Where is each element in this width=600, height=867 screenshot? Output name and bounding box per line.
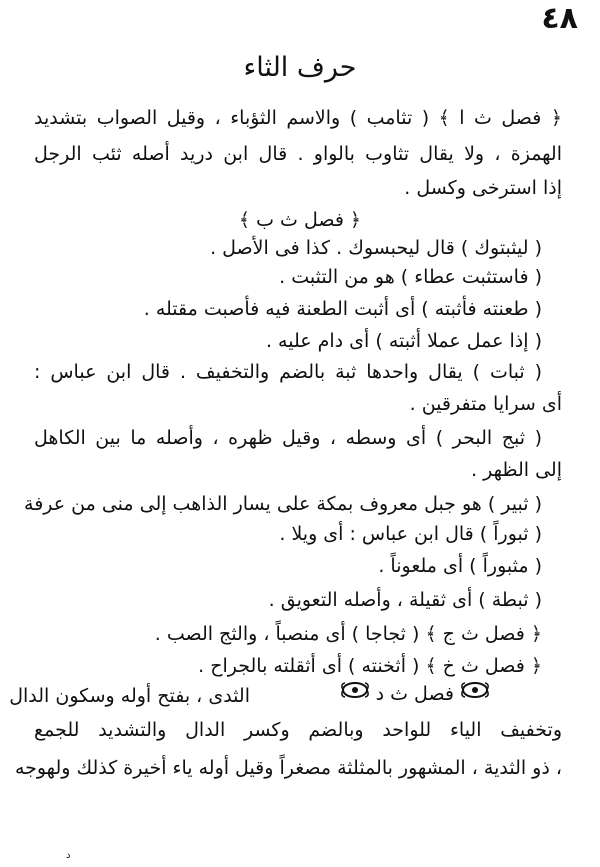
chapter-title: حرف الثاء <box>243 52 357 83</box>
section-heading: ﴿ فصل ث خ ﴾ ( أثخنته ) أى أثقلته بالجراح . <box>198 655 542 677</box>
paragraph-line: ﴿ فصل ث ا ﴾ ( تثامب ) والاسم الثؤباء ، وقيل الصواب بتشديد <box>34 107 562 129</box>
section-heading-ornamented <box>340 680 490 708</box>
paragraph-line: وتخفيف الياء للواحد وبالضم وكسر الدال والتشديد للجمع <box>34 719 562 741</box>
paragraph-line: إذا استرخى وكسل . <box>404 177 562 199</box>
footer-mark: د <box>66 850 71 861</box>
ornament-icon <box>460 680 490 708</box>
entry-line: ( إذا عمل عملا أثبته ) أى دام عليه . <box>265 330 542 352</box>
entry-line: ( طعنته فأثبته ) أى أثبت الطعنة فيه فأصبت مقتله . <box>143 298 542 320</box>
entry-line: ( ثبج البحر ) أى وسطه ، وقيل ظهره ، وأصله ما بين الكاهل <box>34 427 542 449</box>
entry-line: إلى الظهر . <box>471 459 562 481</box>
section-label: فصل ث د <box>375 683 454 705</box>
entry-line: ( مثبوراً ) أى ملعوناً . <box>378 555 542 577</box>
entry-line: ( فاستثبت عطاء ) هو من التثبت . <box>279 266 542 288</box>
paragraph-line: ، ذو الثدية ، المشهور بالمثلثة مصغراً وقيل أوله ياء أخيرة كذلك ولهوجه <box>14 757 562 779</box>
page-number: ٤٨ <box>541 1 578 36</box>
ornament-icon <box>340 680 370 708</box>
paragraph-line: الهمزة ، ولا يقال تثاوب بالواو . قال ابن دريد أصله ثئب الرجل <box>34 143 562 165</box>
section-heading: ﴿ فصل ث ب ﴾ <box>238 209 362 231</box>
entry-line: ( ثبوراً ) قال ابن عباس : أى ويلا . <box>279 523 542 545</box>
entry-line: ( ليثبتوك ) قال ليحبسوك . كذا فى الأصل . <box>210 237 542 259</box>
section-heading: ﴿ فصل ث ج ﴾ ( ثجاجا ) أى منصباً ، والثج الصب . <box>154 623 542 645</box>
entry-line: ( ثبات ) يقال واحدها ثبة بالضم والتخفيف . قال ابن عباس : <box>34 361 542 383</box>
entry-line: ( ثبطة ) أى ثقيلة ، وأصله التعويق . <box>268 589 542 611</box>
entry-line: الثدى ، بفتح أوله وسكون الدال <box>9 685 250 707</box>
entry-line: ( ثبير ) هو جبل معروف بمكة على يسار الذاهب إلى منى من عرفة <box>24 493 542 515</box>
entry-line: أى سرايا متفرقين . <box>409 393 562 415</box>
